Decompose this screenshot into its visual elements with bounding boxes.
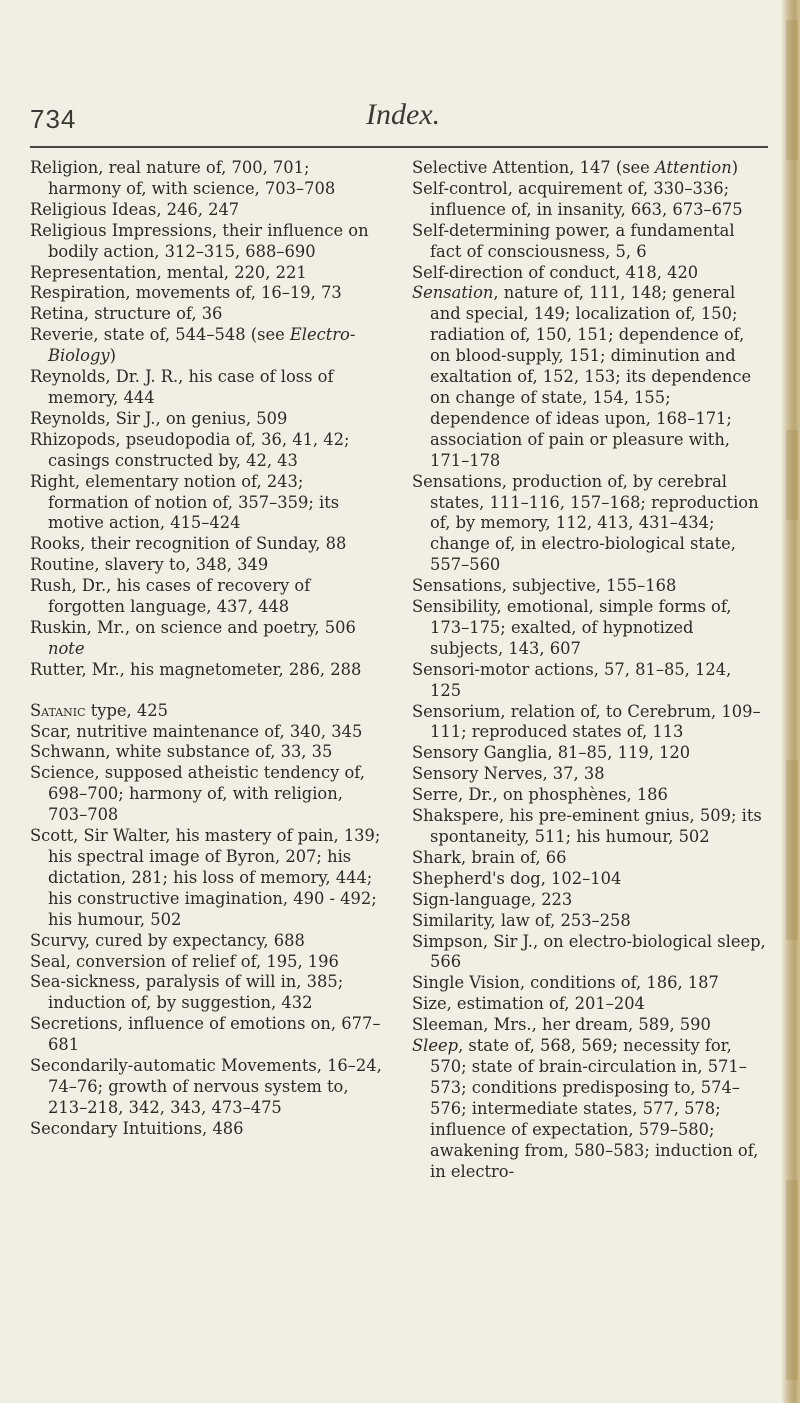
index-entry	[412, 221, 766, 263]
index-locators: , their recognition of Sunday, 88	[80, 534, 347, 554]
index-locators: , brain of, 66	[461, 847, 567, 867]
index-entry	[412, 158, 766, 179]
index-locators: , nutritive maintenance of, 340, 345	[65, 721, 363, 741]
index-locators: , elementary notion of, 243; formation of notion of, 357–359; its motive action, 415–424	[48, 471, 340, 533]
index-column-left	[30, 158, 384, 1140]
index-entry	[412, 869, 766, 890]
index-term: Reverie	[30, 325, 94, 345]
running-title: Index.	[366, 98, 441, 131]
index-entry	[412, 911, 766, 932]
index-term: Shepherd's dog	[412, 868, 541, 888]
index-locators: power, a fundamental fact of consciousness, 5, 6	[430, 220, 735, 261]
index-locators: , paralysis of will in, 385; induction of, by suggestion, 432	[48, 972, 344, 1013]
index-term: Sign-language	[412, 889, 531, 909]
index-locators: , supposed atheistic tendency of, 698–700; harmony of, with religion, 703–708	[48, 763, 365, 825]
index-entry	[412, 1015, 766, 1036]
page-header	[30, 92, 768, 142]
index-locators: , structure of, 36	[83, 304, 223, 324]
index-term: Shark	[412, 847, 461, 867]
index-term: Seal	[30, 951, 66, 971]
index-locators: , cured by expectancy, 688	[84, 930, 305, 950]
index-entry	[412, 994, 766, 1015]
index-entry	[30, 1119, 384, 1140]
index-term: Sea-sickness	[30, 972, 136, 992]
index-locators: , white substance of, 33, 35	[105, 742, 333, 762]
index-entry	[412, 785, 766, 806]
index-locators: , 246, 247	[156, 199, 240, 219]
index-term: Scott, Sir Walter	[30, 826, 166, 846]
index-entry	[30, 701, 384, 722]
page-edge	[782, 0, 800, 1403]
index-locators: , 147 (see	[569, 158, 655, 177]
index-entry	[30, 826, 384, 931]
index-locators: , on electro-biological sleep, 566	[430, 931, 766, 972]
index-entry	[412, 597, 766, 660]
index-term: Size	[412, 994, 447, 1014]
index-locators: , his mastery of pain, 139; his spectral image of Byron, 207; his dictation, 281; his loss of memory, 444; his constructive imagination, 490 - 492; his humour, 502	[48, 826, 381, 929]
index-entry	[412, 932, 766, 974]
index-term: Similarity	[412, 910, 491, 930]
index-term: Sensory Nerves	[412, 764, 543, 784]
index-term: Rhizopods	[30, 429, 116, 449]
index-locators: , on science and poetry, 506	[124, 617, 356, 637]
index-term: Sensations	[412, 471, 502, 491]
index-locators: , 223	[530, 889, 573, 909]
index-entry	[30, 931, 384, 952]
index-entry	[30, 660, 384, 681]
index-locators: , emotional, simple forms of, 173–175; exalted, of hypnotized subjects, 143, 607	[430, 597, 732, 658]
index-entry	[30, 952, 384, 973]
entry-tail: )	[109, 346, 116, 366]
index-entry	[412, 743, 766, 764]
index-locators: , influence of emotions on, 677–681	[48, 1014, 381, 1055]
index-term: Simpson, Sir J.	[412, 931, 533, 951]
page-number: 734	[30, 104, 77, 134]
index-entry	[30, 283, 384, 304]
index-term: Respiration	[30, 283, 126, 303]
cross-reference: note	[48, 638, 85, 658]
index-locators: , her dream, 589, 590	[531, 1015, 711, 1035]
index-term: Scar	[30, 721, 66, 741]
index-entry	[30, 742, 384, 763]
index-term: Self-control	[412, 178, 508, 198]
index-term: Reynolds, Sir J.	[30, 408, 156, 428]
index-entry	[412, 660, 766, 702]
index-locators: , law of, 253–258	[490, 910, 631, 930]
index-entry	[30, 158, 384, 200]
index-locators: actions, 57, 81–85, 124, 125	[430, 659, 732, 700]
index-entry	[412, 1036, 766, 1182]
index-locators: , 16–24, 74–76; growth of nervous system to, 213–218, 342, 343, 473–475	[48, 1056, 382, 1117]
index-locators: , 102–104	[540, 868, 622, 888]
index-term: Single Vision	[412, 973, 520, 993]
index-locators: , real nature of, 700, 701; harmony of, with science, 703–708	[48, 158, 336, 198]
index-entry	[412, 890, 766, 911]
index-entry	[30, 763, 384, 826]
index-term: Religion	[30, 158, 99, 177]
index-entry	[30, 430, 384, 472]
index-locators: of conduct, 418, 420	[523, 262, 699, 282]
index-locators: , his pre-eminent gnius, 509; its spontaneity, 511; his humour, 502	[430, 806, 762, 846]
index-locators: , pseudopodia of, 36, 41, 42; casings constructed by, 42, 43	[48, 429, 350, 470]
index-entry	[30, 221, 384, 263]
index-entry	[30, 200, 384, 221]
index-locators: , mental, 220, 221	[156, 262, 307, 282]
index-term: Shakspere	[412, 806, 500, 826]
index-entry	[30, 576, 384, 618]
index-entry	[30, 325, 384, 367]
index-term: Retina	[30, 304, 84, 324]
index-locators: , 486	[202, 1118, 244, 1138]
index-locators: , 37, 38	[542, 764, 605, 784]
index-entry	[412, 179, 766, 221]
index-term: Secondarily-automatic Movements	[30, 1056, 317, 1076]
index-term: Ruskin, Mr.	[30, 617, 125, 637]
index-entry	[30, 1014, 384, 1056]
index-term: Sensori-motor	[412, 659, 530, 679]
index-entry	[30, 367, 384, 409]
index-locators: , estimation of, 201–204	[446, 994, 645, 1014]
index-entry	[412, 848, 766, 869]
index-entry	[30, 409, 384, 430]
index-locators: , state of, 568, 569; necessity for, 570; state of brain-circulation in, 571–573; conditions predisposing to, 574–576; intermediate states, 577, 578; influence of expectation, 579–580; awakening from, 580–583; induction of, in electro-	[430, 1036, 759, 1181]
index-locators: , nature of, 111, 148; general and special, 149; localization of, 150; radiation of, 150, 151; dependence of, on blood-supply, 151; diminution and exaltation of, 152, 153; its dependence on change of state, 154, 155; dependence of ideas upon, 168–171; association of pain or pleasure with, 171–178	[430, 283, 752, 470]
index-term: Serre, Dr.	[412, 785, 493, 805]
index-locators: , subjective, 155–168	[501, 576, 677, 596]
index-entry	[30, 1056, 384, 1119]
index-locators: , their influence on bodily action, 312–315, 688–690	[48, 220, 369, 261]
index-entry	[30, 304, 384, 325]
index-locators: , state of, 544–548 (see	[93, 325, 290, 345]
index-term: Routine	[30, 555, 95, 575]
index-entry	[412, 263, 766, 284]
index-locators: , movements of, 16–19, 73	[125, 283, 342, 303]
index-entry	[30, 972, 384, 1014]
index-term: Rooks	[30, 534, 81, 554]
index-entry	[412, 472, 766, 577]
index-entry	[412, 576, 766, 597]
index-locators: , on genius, 509	[155, 408, 288, 428]
index-term: Religious Ideas	[30, 199, 157, 219]
index-term: Sensory Ganglia	[412, 743, 548, 763]
index-entry	[412, 806, 766, 848]
index-locators: , conversion of relief of, 195, 196	[65, 951, 339, 971]
index-locators: , his cases of recovery of forgotten language, 437, 448	[48, 576, 311, 617]
index-locators: , conditions of, 186, 187	[519, 973, 719, 993]
index-term: Representation	[30, 262, 157, 282]
index-entry	[412, 764, 766, 785]
index-term: Secondary Intuitions	[30, 1118, 203, 1138]
index-locators: , acquirement of, 330–336; influence of, in insanity, 663, 673–675	[430, 178, 743, 219]
cross-reference: Attention	[655, 158, 732, 177]
index-entry	[412, 283, 766, 471]
index-term: Schwann	[30, 742, 106, 762]
index-entry	[30, 618, 384, 660]
index-locators: , his magnetometer, 286, 288	[119, 659, 362, 679]
index-term: Satanic	[30, 700, 86, 720]
index-term: Religious Impressions	[30, 220, 213, 240]
index-term: Self-direction	[412, 262, 524, 282]
index-term: Rutter, Mr.	[30, 659, 120, 679]
index-column-right	[412, 158, 766, 1182]
index-entry	[30, 263, 384, 284]
index-entry	[30, 472, 384, 535]
index-entry	[30, 555, 384, 576]
index-entry	[30, 722, 384, 743]
index-term: Self-determining	[412, 220, 551, 240]
index-entry	[412, 702, 766, 744]
index-entry	[412, 973, 766, 994]
index-term: Right	[30, 471, 75, 491]
index-term: Scurvy	[30, 930, 85, 950]
index-term: Rush, Dr.	[30, 576, 107, 596]
cross-reference: Electro-Biology	[48, 325, 356, 366]
index-locators: type, 425	[85, 700, 168, 720]
index-locators: , production of, by cerebral states, 111–116, 157–168; reproduction of, by memory, 112, 413, 431–434; change of, in electro-biological state, 557–560	[430, 471, 759, 575]
index-term: Science	[30, 763, 95, 783]
index-locators: , his case of loss of memory, 444	[48, 367, 334, 407]
index-term: Secretions	[30, 1014, 118, 1034]
index-term: Selective Attention	[412, 158, 570, 177]
index-locators: , slavery to, 348, 349	[94, 555, 269, 575]
index-locators: , relation of, to Cerebrum, 109–111; reproduced states of, 113	[430, 701, 761, 742]
index-term: Sensation	[412, 283, 494, 303]
entry-tail: )	[731, 158, 739, 177]
index-term: Sleep	[412, 1036, 459, 1056]
index-term: Reynolds, Dr. J. R.	[30, 367, 179, 387]
index-term: Sensorium	[412, 701, 501, 721]
index-term: Sensibility	[412, 597, 497, 617]
index-term: Sensations	[412, 576, 502, 596]
header-rule	[30, 146, 768, 148]
index-locators: , on phosphènes, 186	[492, 785, 668, 805]
index-term: Sleeman, Mrs.	[412, 1015, 532, 1035]
index-entry	[30, 534, 384, 555]
index-locators: , 81–85, 119, 120	[547, 743, 691, 763]
